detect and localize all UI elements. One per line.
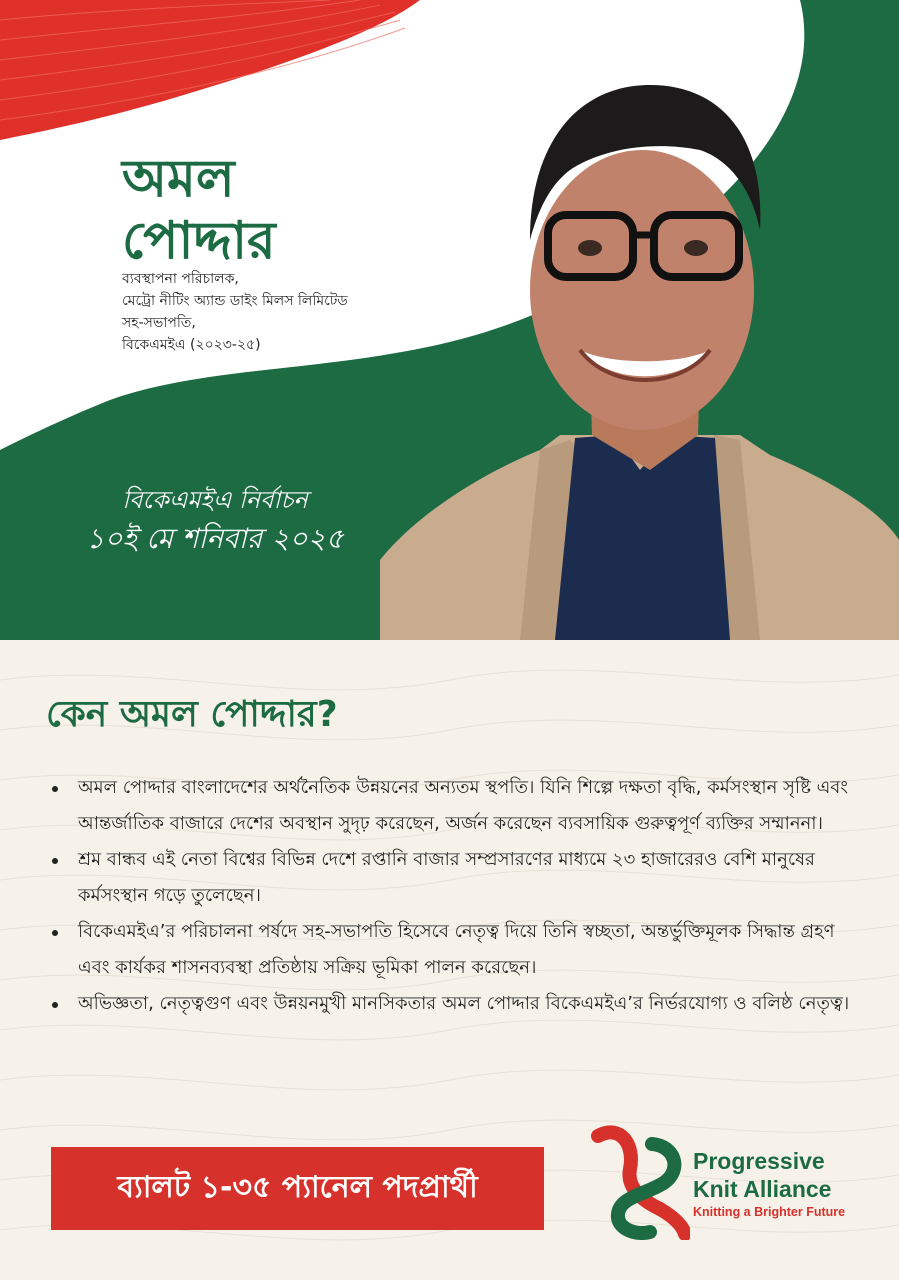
role-line: সহ-সভাপতি, — [122, 315, 196, 331]
bullet-icon — [52, 1002, 58, 1008]
candidate-name — [122, 148, 276, 272]
why-points-list — [50, 770, 860, 1022]
knit-alliance-logo-icon — [590, 1124, 690, 1240]
role-line: মেট্রো নীটিং অ্যান্ড ডাইং মিলস লিমিটেড — [122, 293, 348, 309]
list-item — [50, 914, 860, 986]
portrait-photo — [380, 40, 899, 640]
election-title: বিকেএমইএ নির্বাচন — [122, 486, 308, 514]
list-item — [50, 842, 860, 914]
role-line: বিকেএমইএ (২০২৩-২৫) — [122, 337, 261, 353]
logo-name-line-1: Progressive — [693, 1148, 825, 1174]
logo-name-line-2: Knit Alliance — [693, 1176, 832, 1202]
knit-alliance-logo-text — [693, 1147, 845, 1221]
ballot-banner: ব্যালট ১-৩৫ প্যানেল পদপ্রার্থী — [51, 1147, 544, 1230]
name-line-2: পোদ্দার — [122, 211, 276, 271]
name-line-1: অমল — [122, 149, 235, 209]
point-text: শ্রম বান্ধব এই নেতা বিশ্বের বিভিন্ন দেশে রপ্তানি বাজার সম্প্রসারণের মাধ্যমে ২৩ হাজারেরও বেশি মানুষের কর্মসংস্থান গড়ে তুলেছেন। — [78, 849, 815, 906]
election-info — [40, 482, 390, 560]
role-line: ব্যবস্থাপনা পরিচালক, — [122, 271, 239, 287]
point-text: বিকেএমইএ’র পরিচালনা পর্ষদে সহ-সভাপতি হিসেবে নেতৃত্ব দিয়ে তিনি স্বচ্ছতা, অন্তর্ভুক্তিমূলক সিদ্ধান্ত গ্রহণ এবং কার্যকর শাসনব্যবস্থা প্রতিষ্ঠায় সক্রিয় ভূমিকা পালন করেছেন। — [78, 921, 835, 978]
logo-tagline: Knitting a Brighter Future — [693, 1205, 846, 1219]
bullet-icon — [52, 786, 58, 792]
bullet-icon — [52, 858, 58, 864]
list-item — [50, 986, 860, 1022]
why-heading: কেন অমল পোদ্দার? — [46, 694, 338, 735]
election-date: ১০ই মে শনিবার ২০২৫ — [86, 522, 344, 555]
list-item — [50, 770, 860, 842]
bullet-icon — [52, 930, 58, 936]
candidate-roles — [122, 268, 348, 356]
point-text: অভিজ্ঞতা, নেতৃত্বগুণ এবং উন্নয়নমুখী মানসিকতার অমল পোদ্দার বিকেএমইএ’র নির্ভরযোগ্য ও বলিষ্ঠ নেতৃত্ব। — [78, 993, 850, 1014]
point-text: অমল পোদ্দার বাংলাদেশের অর্থনৈতিক উন্নয়নের অন্যতম স্থপতি। যিনি শিল্পে দক্ষতা বৃদ্ধি, কর্মসংস্থান সৃষ্টি এবং আন্তর্জাতিক বাজারে দেশের অবস্থান সুদৃঢ় করেছেন, অর্জন করেছেন ব্যবসায়িক গুরুত্বপূর্ণ ব্যক্তির সম্মাননা। — [78, 777, 849, 834]
